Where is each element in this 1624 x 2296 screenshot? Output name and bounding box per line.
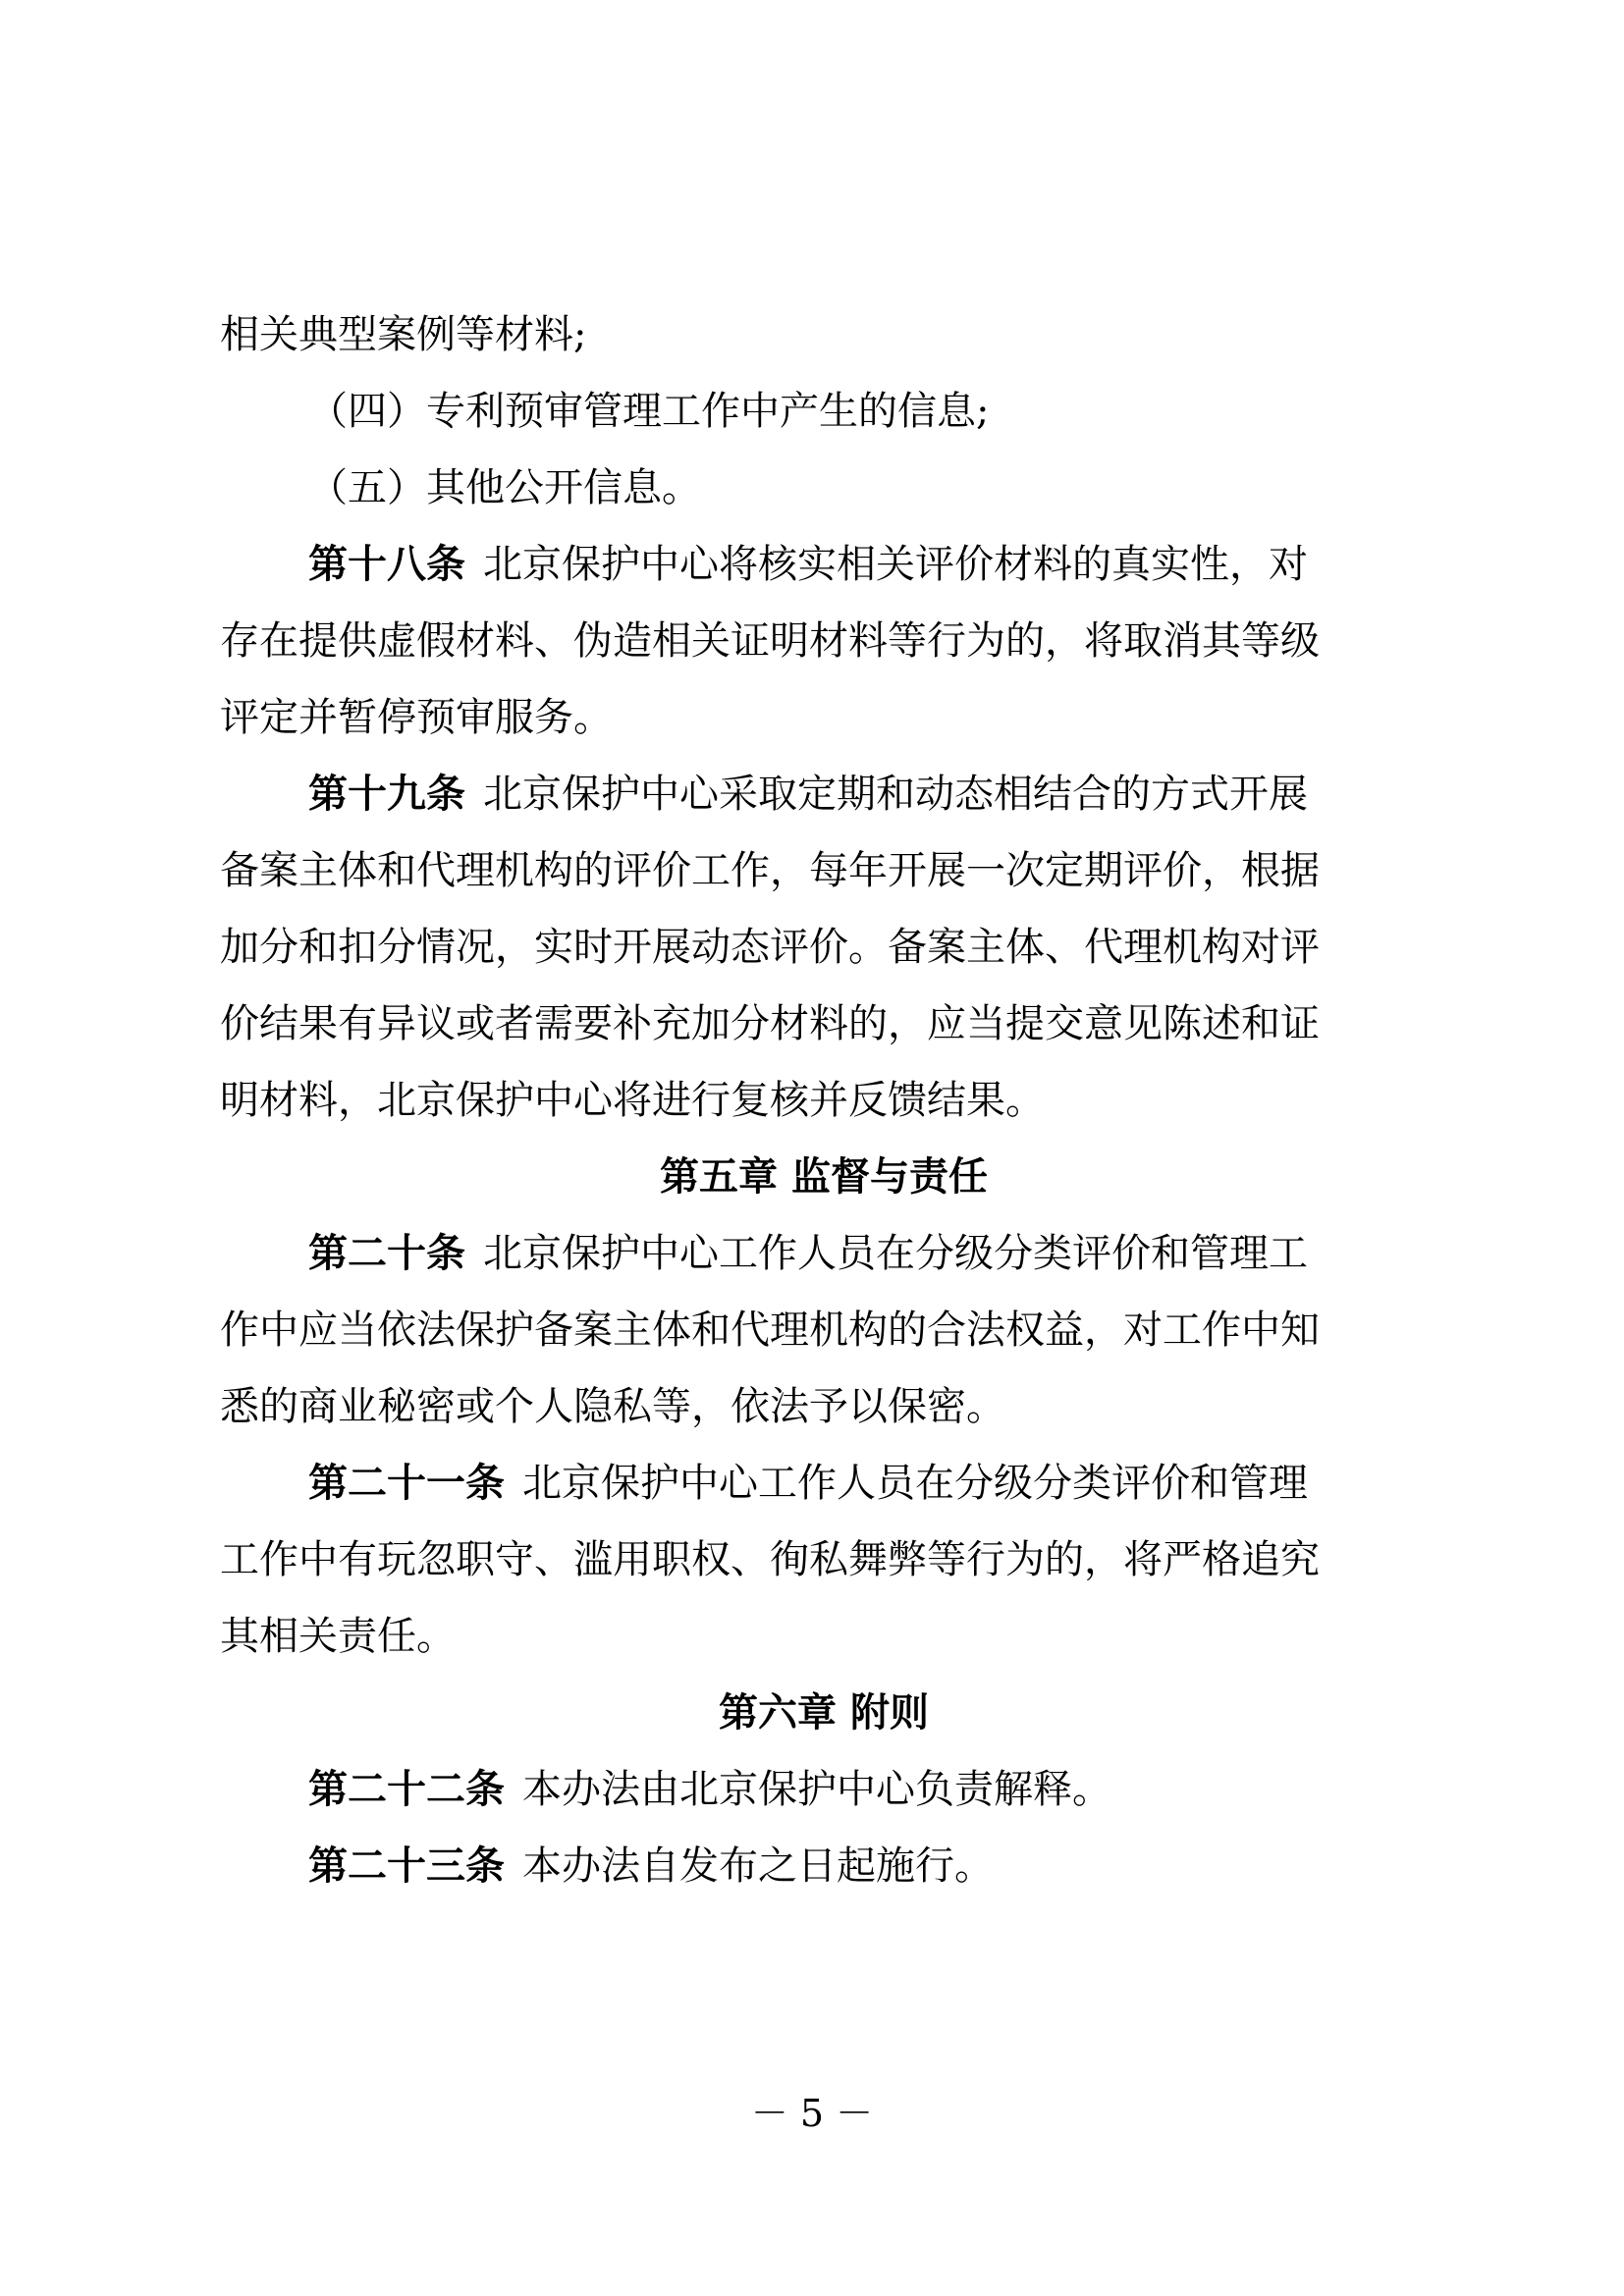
article-19 (220, 756, 1428, 1139)
article-20-line-2: 作中应当依法保护备案主体和代理机构的合法权益，对工作中知 (220, 1308, 1320, 1353)
list-item-four: （四）专利预审管理工作中产生的信息; (308, 389, 990, 434)
article-21 (220, 1445, 1428, 1675)
article-19-line-3: 加分和扣分情况，实时开展动态评价。备案主体、代理机构对评 (220, 925, 1320, 970)
article-21-line-1 (220, 1445, 1428, 1522)
article-22 (220, 1751, 1428, 1828)
article-text: 北京保护中心工作人员在分级分类评价和管理工 (483, 1231, 1308, 1276)
article-20-line-1 (220, 1215, 1428, 1292)
article-number: 第十九条 (308, 772, 465, 817)
article-23-line-1 (220, 1828, 1428, 1904)
article-19-line-2: 备案主体和代理机构的评价工作，每年开展一次定期评价，根据 (220, 848, 1320, 893)
article-18 (220, 526, 1428, 756)
article-number: 第二十一条 (308, 1461, 505, 1506)
article-22-line-1 (220, 1751, 1428, 1828)
article-21-line-2: 工作中有玩忽职守、滥用职权、徇私舞弊等行为的，将严格追究 (220, 1537, 1320, 1582)
article-18-line-1 (220, 526, 1428, 603)
article-number: 第十八条 (308, 542, 465, 587)
article-text: 本办法由北京保护中心负责解释。 (522, 1767, 1111, 1812)
article-text: 北京保护中心采取定期和动态相结合的方式开展 (483, 772, 1308, 817)
article-19-line-1 (220, 756, 1428, 832)
document-body (220, 296, 1428, 1904)
chapter-five-heading: 第五章 监督与责任 (660, 1154, 988, 1200)
article-21-line-3: 其相关责任。 (220, 1614, 456, 1659)
article-20-line-3: 悉的商业秘密或个人隐私等，依法予以保密。 (220, 1384, 1005, 1429)
article-text: 北京保护中心将核实相关评价材料的真实性，对 (483, 542, 1308, 587)
list-item-five: （五）其他公开信息。 (308, 465, 701, 510)
chapter-six-heading: 第六章 附则 (719, 1690, 929, 1735)
article-18-line-2: 存在提供虚假材料、伪造相关证明材料等行为的，将取消其等级 (220, 618, 1320, 664)
article-text: 本办法自发布之日起施行。 (522, 1843, 994, 1889)
article-23 (220, 1828, 1428, 1904)
article-number: 第二十三条 (308, 1843, 505, 1889)
article-number: 第二十条 (308, 1231, 465, 1276)
article-number: 第二十二条 (308, 1767, 505, 1812)
article-19-line-4: 价结果有异议或者需要补充加分材料的，应当提交意见陈述和证 (220, 1001, 1320, 1046)
article-20 (220, 1215, 1428, 1445)
article-text: 北京保护中心工作人员在分级分类评价和管理 (522, 1461, 1308, 1506)
article-19-line-5: 明材料，北京保护中心将进行复核并反馈结果。 (220, 1078, 1045, 1123)
article-18-line-3: 评定并暂停预审服务。 (220, 695, 613, 740)
page-number: － 5 － (750, 2092, 874, 2135)
paragraph-continuation: 相关典型案例等材料; (220, 312, 587, 357)
